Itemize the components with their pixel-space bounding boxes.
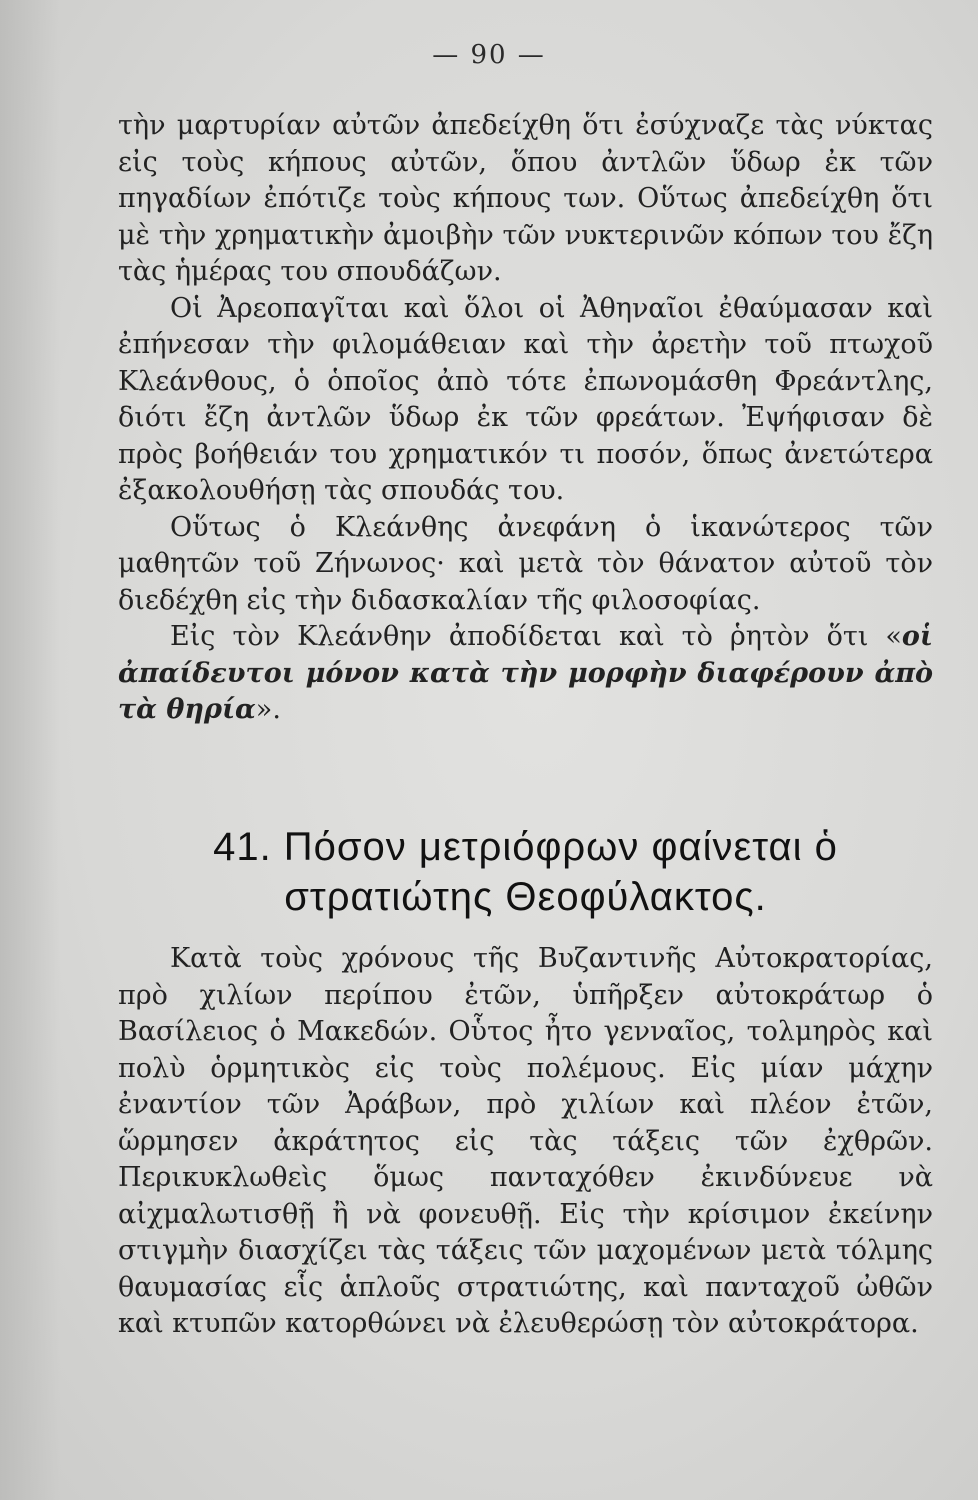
paragraph-cleanthes-successor: Οὕτως ὁ Κλεάνθης ἀνεφάνη ὁ ἱκανώτερος τῶν μαθητῶν τοῦ Ζήνωνος· καὶ μετὰ τὸν θάνατον αὐτοῦ τὸν διεδέχθη εἰς τὴν διδασκαλίαν τῆς φιλοσοφίας. xyxy=(118,511,933,616)
section-number: 41. xyxy=(213,825,272,869)
page-number: — 90 — xyxy=(432,40,546,70)
saying-quote: οἱ ἀπαίδευτοι μόνον κατὰ τὴν μορφὴν διαφέρουν ἀπὸ τὰ θηρία xyxy=(118,621,933,725)
section-title: Πόσον μετριόφρων φαίνεται ὁ στρατιώτης Θεοφύλακτος. xyxy=(283,825,838,919)
page-gutter-shadow xyxy=(0,0,60,1500)
paragraph-areopagites: Οἱ Ἀρεοπαγῖται καὶ ὅλοι οἱ Ἀθηναῖοι ἐθαύμασαν καὶ ἐπήνεσαν τὴν φιλομάθειαν καὶ τὴν ἀρετὴν τοῦ πτωχοῦ Κλεάνθους, ὁ ὁποῖος ἀπὸ τότε ἐπωνομάσθη Φρεάντλης, διότι ἔζη ἀντλῶν ὕδωρ ἐκ τῶν φρεάτων. Ἐψήφισαν δὲ πρὸς βοήθειάν του χρηματικόν τι ποσόν, ὅπως ἀνετώτερα ἐξακολουθήσῃ τὰς σπουδάς του. xyxy=(118,292,933,506)
upper-text-block xyxy=(118,108,933,729)
section-heading xyxy=(118,822,933,922)
lower-text-block xyxy=(118,941,933,1343)
paragraph-cleanthes-saying xyxy=(118,619,933,729)
section-paragraph: Κατὰ τοὺς χρόνους τῆς Βυζαντινῆς Αὐτοκρατορίας, πρὸ χιλίων περίπου ἐτῶν, ὑπῆρξεν αὐτοκράτωρ ὁ Βασίλειος ὁ Μακεδών. Οὗτος ἦτο γενναῖος, τολμηρὸς καὶ πολὺ ὁρμητικὸς εἰς τοὺς πολέμους. Εἰς μίαν μάχην ἐναντίον τῶν Ἀράβων, πρὸ χιλίων καὶ πλέον ἐτῶν, ὥρμησεν ἀκράτητος εἰς τὰς τάξεις τῶν ἐχθρῶν. Περικυκλωθεὶς ὅμως πανταχόθεν ἐκινδύνευε νὰ αἰχμαλωτισθῇ ἢ νὰ φονευθῇ. Εἰς τὴν κρίσιμον ἐκείνην στιγμὴν διασχίζει τὰς τάξεις τῶν μαχομένων μετὰ τόλμης θαυμασίας εἷς ἁπλοῦς στρατιώτης, καὶ πανταχοῦ ὠθῶν καὶ κτυπῶν κατορθώνει νὰ ἐλευθερώσῃ τὸν αὐτοκράτορα. xyxy=(118,943,933,1339)
saying-tail: ». xyxy=(255,694,281,725)
continuation-paragraph: τὴν μαρτυρίαν αὐτῶν ἀπεδείχθη ὅτι ἐσύχναζε τὰς νύκτας εἰς τοὺς κήπους αὐτῶν, ὅπου ἀντλῶν ὕδωρ ἐκ τῶν πηγαδίων ἐπότιζε τοὺς κήπους των. Οὕτως ἀπεδείχθη ὅτι μὲ τὴν χρηματικὴν ἀμοιβὴν τῶν νυκτερινῶν κόπων του ἔζη τὰς ἡμέρας του σπουδάζων. xyxy=(118,110,933,287)
saying-lead: Εἰς τὸν Κλεάνθην ἀποδίδεται καὶ τὸ ῥητὸν ὅτι « xyxy=(170,621,902,652)
